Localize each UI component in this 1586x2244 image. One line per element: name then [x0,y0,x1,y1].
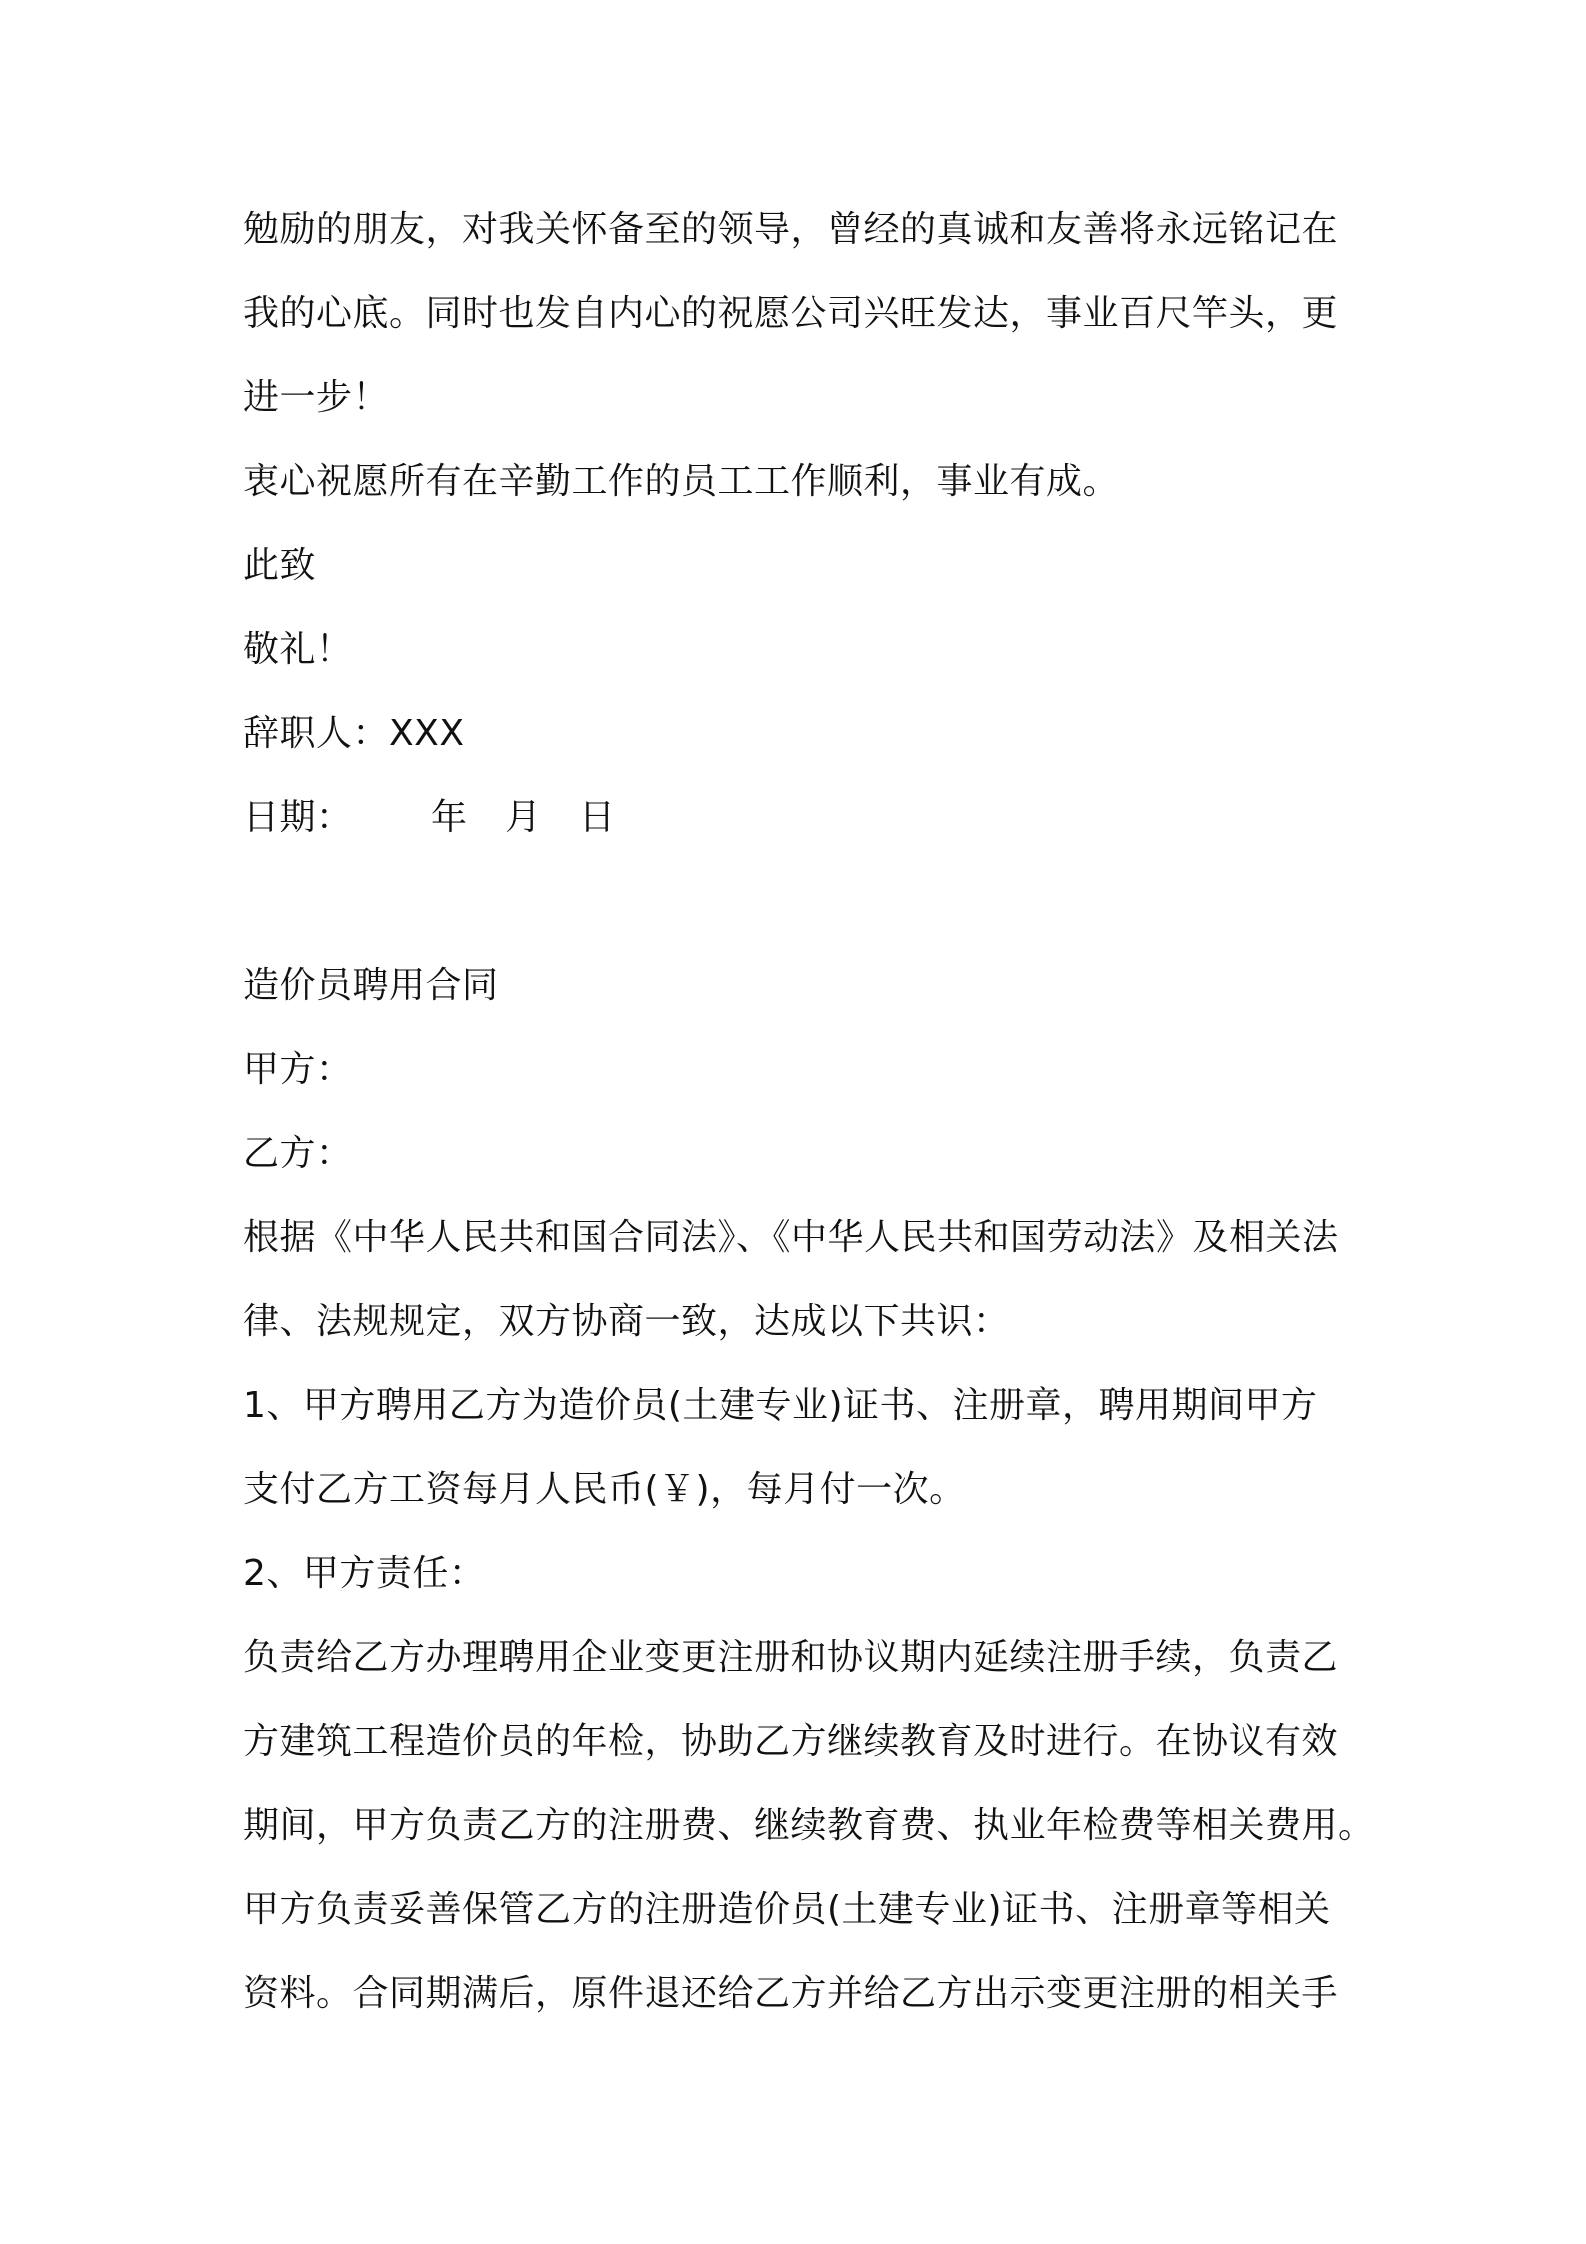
contract-item2-line-2: 方建筑工程造价员的年检，协助乙方继续教育及时进行。在协议有效 [243,1721,1339,1762]
date-month: 月 [505,797,542,838]
contract-item2-line-3: 期间，甲方负责乙方的注册费、继续教育费、执业年检费等相关费用。 [243,1805,1375,1846]
contract-item2-line-1: 负责给乙方办理聘用企业变更注册和协议期内延续注册手续，负责乙 [243,1637,1339,1678]
date-year: 年 [431,797,468,838]
letter-paragraph-line-3: 进一步！ [243,377,390,418]
contract-party-a: 甲方： [243,1049,353,1090]
letter-date [243,796,653,840]
letter-signer: 辞职人：XXX [243,713,465,754]
date-label: 日期： [243,797,353,838]
letter-closing-cizhi: 此致 [243,545,317,586]
contract-intro-line-2: 律、法规规定，双方协商一致，达成以下共识： [243,1301,1010,1342]
contract-item2-heading: 2、甲方责任： [243,1553,486,1594]
date-day: 日 [579,797,616,838]
letter-closing-jingli: 敬礼！ [243,629,353,670]
contract-item2-line-5: 资料。合同期满后，原件退还给乙方并给乙方出示变更注册的相关手 [243,1973,1339,2014]
contract-title: 造价员聘用合同 [243,965,499,1006]
contract-party-b: 乙方： [243,1133,353,1174]
contract-item1-line-2: 支付乙方工资每月人民币(￥)，每月付一次。 [243,1469,966,1510]
contract-item2-line-4: 甲方负责妥善保管乙方的注册造价员(土建专业)证书、注册章等相关 [243,1889,1331,1930]
letter-paragraph-line-1: 勉励的朋友，对我关怀备至的领导，曾经的真诚和友善将永远铭记在 [243,209,1339,250]
letter-wishes: 衷心祝愿所有在辛勤工作的员工工作顺利，事业有成。 [243,461,1120,502]
letter-paragraph-line-2: 我的心底。同时也发自内心的祝愿公司兴旺发达，事业百尺竿头，更 [243,293,1339,334]
contract-item1-line-1: 1、甲方聘用乙方为造价员(土建专业)证书、注册章，聘用期间甲方 [243,1385,1318,1426]
contract-intro-line-1: 根据《中华人民共和国合同法》、《中华人民共和国劳动法》及相关法 [243,1217,1339,1258]
